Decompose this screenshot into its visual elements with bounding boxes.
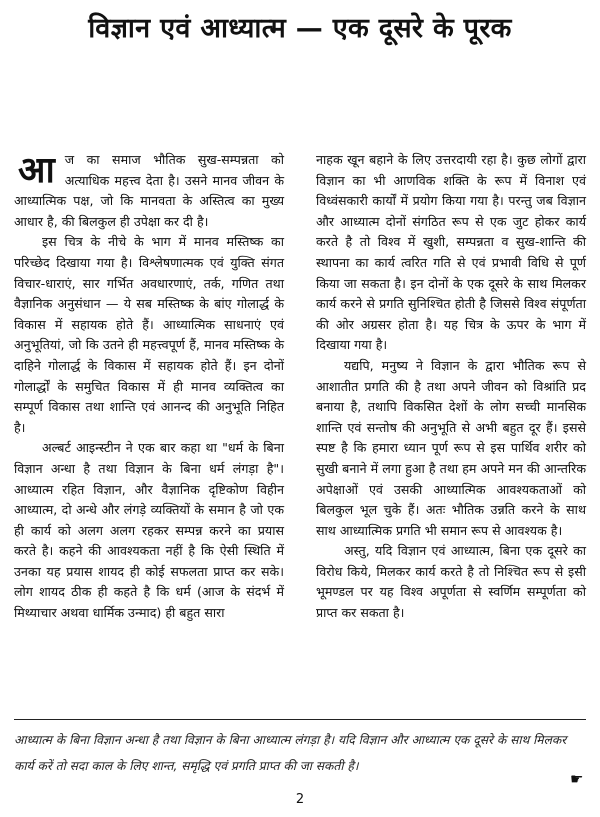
brain-paragraph: इस चित्र के नीचे के भाग में मानव मस्तिष्क का परिच्छेद दिखाया गया है। विश्लेषणात्मक एवं युक्ति संगत विचार-धाराएं, सार गर्भित अवधारणाएं, तर्क, गणित तथा वैज्ञानिक अनुसंधान — ये सब मस्तिष्क के बांए गोलार्द्ध के विकास में सहायक होते हैं। आध्यात्मिक साधनाएं एवं अनुभूतियां, जो कि उतने ही महत्त्वपूर्ण हैं, मानव मस्तिष्क के दाहिने गोलार्द्ध के विकास में सहायक होते हैं। इन दोनों गोलार्द्धों के समुचित विकास में ही मानव व्यक्तित्व का सम्पूर्ण विकास तथा शान्ति एवं आनन्द की अनुभूति निहित है। xyxy=(14,234,284,435)
intro-text: ज का समाज भौतिक सुख-सम्पन्नता को अत्याधिक महत्त्व देता है। उसने मानव जीवन के आध्यात्मिक पक्ष, जो कि मानवता के अस्तित्व का मुख्य आधार है, की बिलकुल ही उपेक्षा कर दी है। xyxy=(14,152,284,229)
footer-quote: आध्यात्म के बिना विज्ञान अन्धा है तथा विज्ञान के बिना आध्यात्म लंगड़ा है। यदि विज्ञान और आध्यात्म एक दूसरे के साथ मिलकर कार्य करें तो सदा काल के लिए शान्त, समृद्धि एवं प्रगति प्राप्त की जा सकती है। xyxy=(14,733,567,773)
progress-paragraph: यद्यपि, मनुष्य ने विज्ञान के द्वारा भौतिक रूप से आशातीत प्रगति की है तथा अपने जीवन को विश्रांति प्रद बनाया है, तथापि विकसित देशों के लोग सच्ची मानसिक शान्ति एवं सन्तोष की अनुभूति से अभी बहुत दूर हैं। इससे स्पष्ट है कि हमारा ध्यान पूर्ण रूप से इस पार्थिव शरीर को सुखी बनाने में लगा हुआ है तथा हम अपने मन की आन्तरिक अपेक्षाओं एवं उसकी आध्यात्मिक आवश्यकताओं को बिलकुल भूल चुके हैं। अतः भौतिक उन्नति करने के साथ साथ आध्यात्मिक प्रगति भी समान रूप से आवश्यक है। xyxy=(316,357,586,538)
page-title: विज्ञान एवं आध्यात्म — एक दूसरे के पूरक xyxy=(88,13,512,44)
einstein-paragraph: अल्बर्ट आइन्स्टीन ने एक बार कहा था "धर्म के बिना विज्ञान अन्धा है तथा विज्ञान के बिना धर्म लंगड़ा है"। आध्यात्म रहित विज्ञान, और वैज्ञानिक दृष्टिकोण विहीन आध्यात्म, दो अन्धे और लंगड़े व्यक्तियों के समान है जो एक ही कार्य को अलग अलग रहकर सम्पन्न करने का प्रयास करते है। कहने की आवश्यकता नहीं है कि ऐसी स्थिति में उनका यह प्रयास शायद ही कोई सफलता प्राप्त कर सके। लोग शायद ठीक ही कहते है कि धर्म (आज के संदर्भ में मिथ्याचार अथवा धार्मिक उन्माद) ही बहुत सारा xyxy=(14,440,284,621)
intro-paragraph xyxy=(14,150,284,232)
footer-divider xyxy=(14,719,586,720)
drop-cap: आ xyxy=(18,150,55,191)
page-number: 2 xyxy=(295,792,305,807)
pointing-hand-icon: ☛ xyxy=(570,770,584,788)
continuation-paragraph: नाहक खून बहाने के लिए उत्तरदायी रहा है। कुछ लोगों द्वारा विज्ञान का भी आणविक शक्ति के रूप में विनाश एवं विध्वंसकारी कार्यों में प्रयोग किया गया है। परन्तु जब विज्ञान और आध्यात्म दोनों संगठित रूप से एक जुट होकर कार्य करते है तो विश्व में खुशी, सम्पन्नता व सुख-शान्ति की स्थापना का कार्य त्वरित गति से एवं प्रभावी विधि से पूर्ण किया जा सकता है। इन दोनों के एक दूसरे के साथ मिलकर कार्य करने से प्रगति सुनिश्चित होती है जिससे विश्व संपूर्णता की ओर अग्रसर होता है। यह चित्र के ऊपर के भाग में दिखाया गया है। xyxy=(316,152,586,353)
conclusion-paragraph: अस्तु, यदि विज्ञान एवं आध्यात्म, बिना एक दूसरे का विरोध किये, मिलकर कार्य करते है तो निश्चित रूप से इसी भूमण्डल पर यह विश्व अपूर्णता से स्वर्णिम सम्पूर्णता को प्राप्त कर सकता है। xyxy=(316,543,586,621)
left-column xyxy=(14,150,284,624)
right-column xyxy=(316,150,586,624)
